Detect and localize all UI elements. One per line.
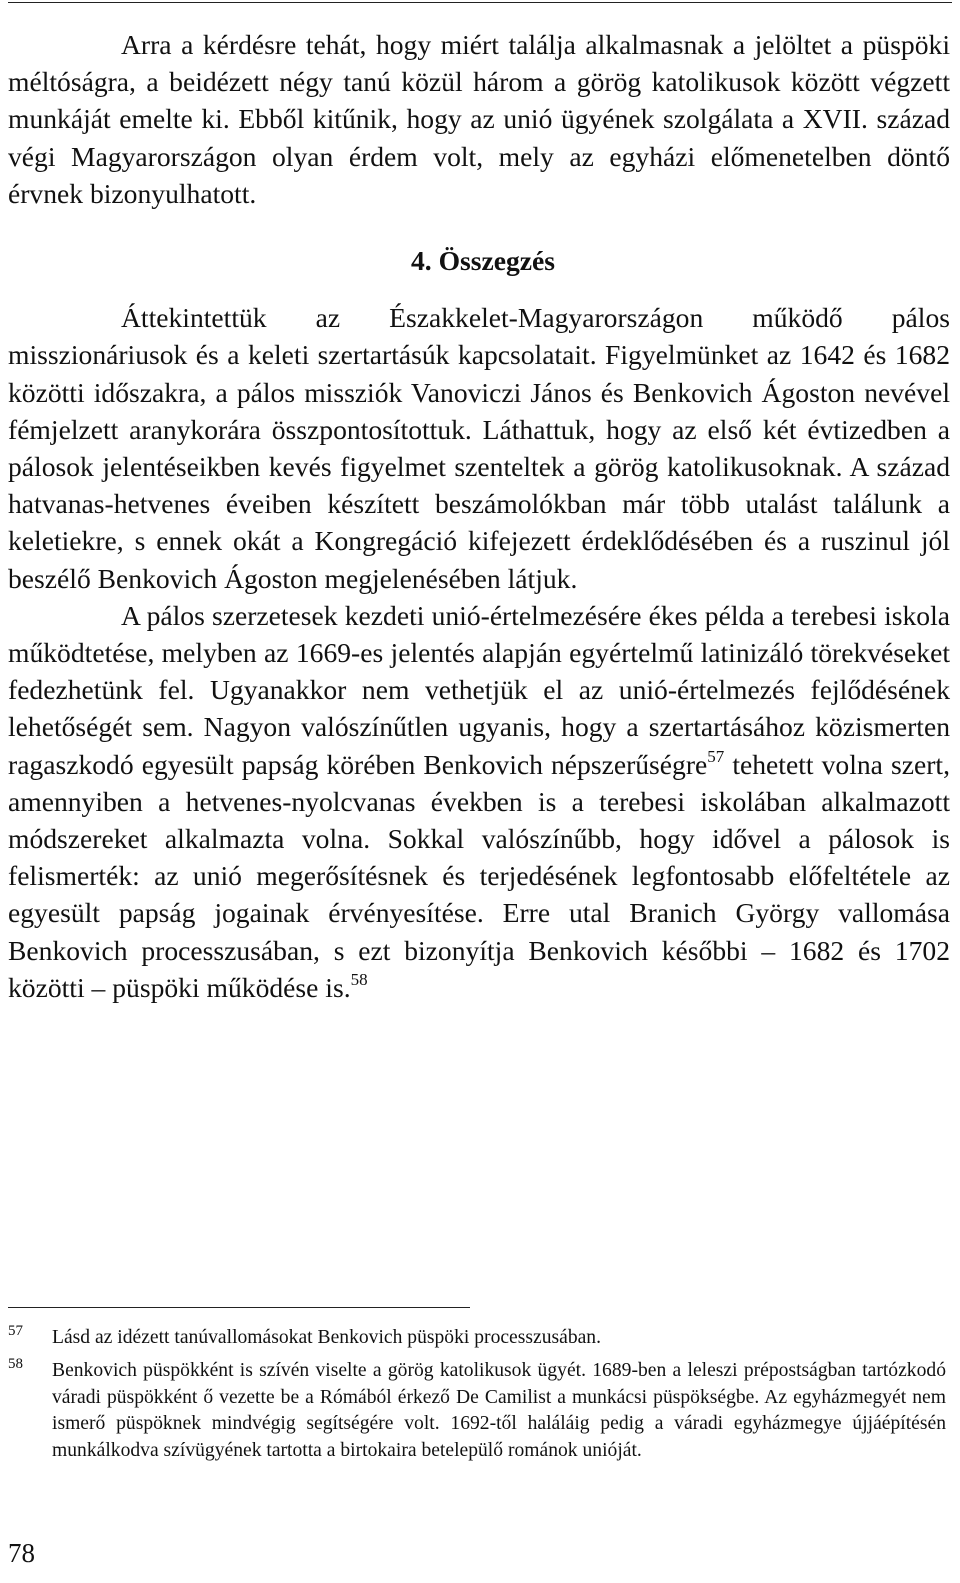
footnote-ref-58[interactable]: 58 — [350, 969, 368, 989]
section-heading: 4. Összegzés — [410, 245, 556, 277]
top-rule — [8, 2, 952, 3]
footnote-ref-57[interactable]: 57 — [707, 746, 725, 766]
page-body — [8, 26, 950, 1006]
footnote-57 — [8, 1325, 946, 1352]
footnote-separator — [8, 1307, 470, 1308]
footnotes — [8, 1325, 946, 1471]
footnote-58 — [8, 1355, 946, 1465]
footnote-number: 58 — [8, 1355, 23, 1372]
summary-paragraph-2 — [8, 597, 950, 1006]
summary-paragraph-1: Áttekintettük az Északkelet-Magyarországon működő pálos misszionáriusok és a keleti szertartásúk kapcsolatait. Figyelmünket az 1642 és 1682 közötti időszakra, a pálos missziók Vanoviczi János és Benkovich Ágoston nevével fémjelzett aranykorára összpontosítottuk. Láthattuk, hogy az első két évtizedben a pálosok jelentéseikben kevés figyelmet szenteltek a görög katolikusoknak. A század hatvanas-hetvenes éveiben készített beszámolókban már több utalást találunk a keletiekre, s ennek okát a Kongregáció kifejezett érdeklődésében és a ruszinul jól beszélő Benkovich Ágoston megjelenésében látjuk. — [8, 302, 950, 594]
intro-paragraph: Arra a kérdésre tehát, hogy miért találja alkalmasnak a jelöltet a püspöki méltóságra, a beidézett négy tanú közül három a görög katolikusok között végzett munkáját emelte ki. Ebből kitűnik, hogy az unió ügyének szolgálata a XVII. század végi Magyarországon olyan érdem volt, mely az egyházi előmenetelben döntő érvnek bizonyulhatott. — [8, 29, 950, 209]
summary-paragraph-2-part-b: tehetett volna szert, amennyiben a hetvenes-nyolcvanas években is a terebesi iskolában alkalmazott módszereket alkalmazta volna. Sokkal valószínűbb, hogy idővel a pálosok is felismerték: az unió megerősítésnek és terjedésének legfontosabb előfeltétele az egyesült papság jogainak érvényesítése. Erre utal Branich György vallomása Benkovich processzusában, s ezt bizonyítja Benkovich későbbi – 1682 és 1702 közötti – püspöki működése is. — [8, 748, 950, 1003]
footnote-text: Lásd az idézett tanúvallomásokat Benkovich püspöki processzusában. — [52, 1327, 602, 1348]
footnote-number: 57 — [8, 1323, 23, 1339]
page-number: 78 — [8, 1538, 35, 1568]
footnote-text: Benkovich püspökként is szívén viselte a görög katolikusok ügyét. 1689-ben a leleszi prépostságban tartózkodó váradi püspökként ő vezette be a Rómából érkező De Camilist a munkácsi püspökségbe. Az egyházmegyét nem ismerő püspöknek mindvégig segítségére volt. 1692-től haláláig pedig a váradi egyházmegye újjáépítésén munkálkodva szívügyének tartotta a birtokaira betelepülő románok unióját. — [52, 1359, 946, 1462]
summary-paragraph-2-part-a: A pálos szerzetesek kezdeti unió-értelmezésére ékes példa a terebesi iskola működtetése, melyben az 1669-es jelentés alapján egyértelmű latinizáló törekvéseket fedezhetünk fel. Ugyanakkor nem vethetjük el az unió-értelmezés fejlődésének lehetőségét sem. Nagyon valószínűtlen ugyanis, hogy a szertartásához közismerten ragaszkodó egyesült papság körében Benkovich népszerűségre — [8, 599, 950, 780]
